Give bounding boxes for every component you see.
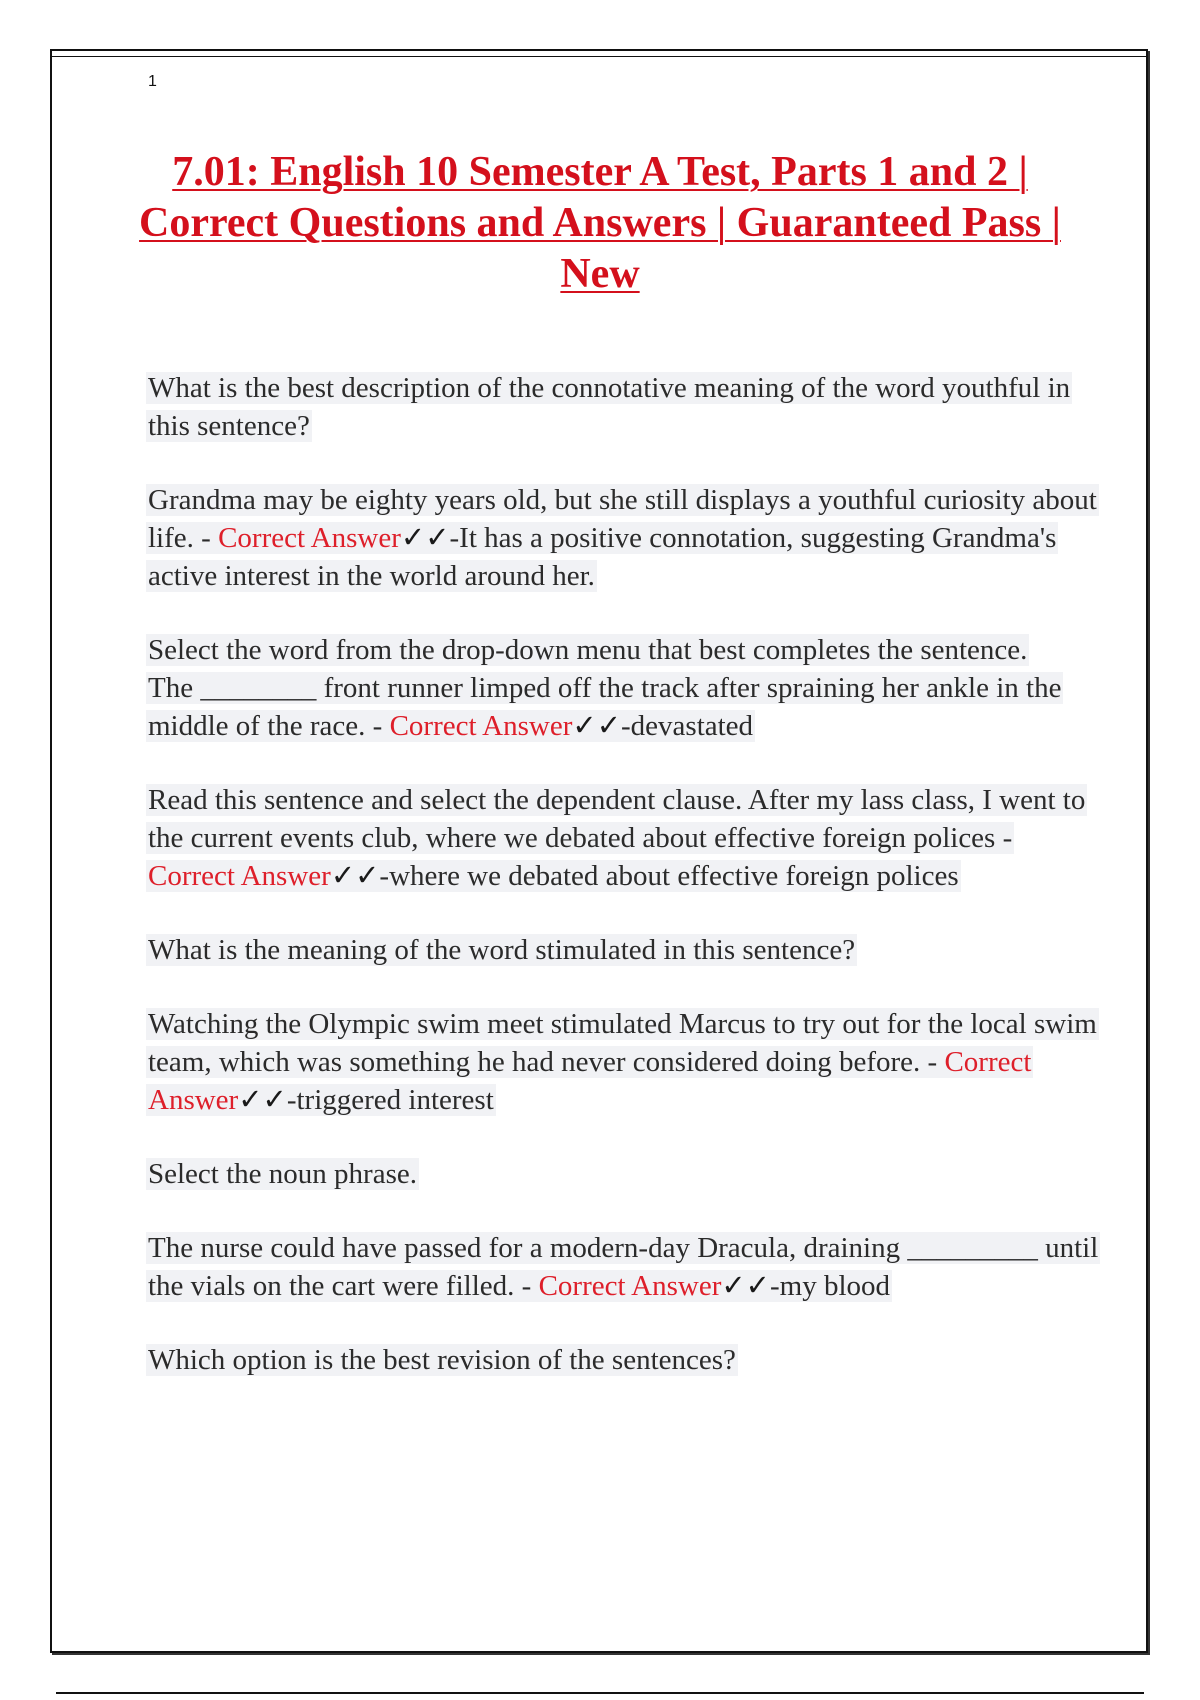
qa-item: Grandma may be eighty years old, but she still displays a youthful curiosity about life. - Correct Answer✓✓-It has a positive connotation, suggesting Grandma's active interest in the world around her. — [148, 484, 1097, 592]
checkmark-icon: ✓✓ — [572, 710, 621, 742]
document-page — [50, 49, 1148, 1653]
question-text: What is the meaning of the word stimulated in this sentence? — [148, 934, 856, 966]
qa-list — [146, 369, 1106, 1415]
answer-text: where we debated about effective foreign polices — [389, 860, 959, 892]
correct-answer-label: Correct Answer — [148, 1046, 1032, 1116]
qa-item: The nurse could have passed for a modern-day Dracula, draining _________ until the vials on the cart were filled. - Correct Answer✓✓-my blood — [148, 1232, 1099, 1302]
context-sentence: Watching the Olympic swim meet stimulated Marcus to try out for the local swim team, which was something he had never considered doing before. — [148, 1008, 1097, 1078]
checkmark-icon: ✓✓ — [330, 860, 380, 892]
answer-text: devastated — [630, 710, 754, 742]
question-text: Select the noun phrase. — [148, 1158, 417, 1190]
context-sentence: The nurse could have passed for a modern-day Dracula, draining _________ until the vials on the cart were filled. — [148, 1232, 1099, 1302]
answer-text: It has a positive connotation, suggesting Grandma's active interest in the world around her. — [148, 522, 1057, 592]
checkmark-icon: ✓✓ — [400, 522, 450, 554]
qa-item: Read this sentence and select the dependent clause. After my lass class, I went to the current events club, where we debated about effective foreign polices - Correct Answer✓✓-where we debated about effective foreign polices — [148, 784, 1086, 892]
document-title: 7.01: English 10 Semester A Test, Parts 1 and 2 | Correct Questions and Answers | Guaranteed Pass | New — [139, 149, 1061, 297]
checkmark-icon: ✓✓ — [238, 1084, 287, 1116]
next-page-edge — [56, 1692, 1144, 1694]
question-text: Select the word from the drop-down menu that best completes the sentence. — [148, 634, 1028, 666]
correct-answer-label: Correct Answer — [218, 522, 401, 554]
question-text: Which option is the best revision of the sentences? — [148, 1344, 736, 1376]
qa-item: Watching the Olympic swim meet stimulated Marcus to try out for the local swim team, which was something he had never considered doing before. - Correct Answer✓✓-triggered interest — [148, 1008, 1097, 1116]
context-sentence: Grandma may be eighty years old, but she still displays a youthful curiosity about life. — [148, 484, 1097, 554]
correct-answer-label: Correct Answer — [148, 860, 331, 892]
question-text: Read this sentence and select the dependent clause. After my lass class, I went to the current events club, where we debated about effective foreign polices — [148, 784, 1086, 854]
page-number: 1 — [148, 73, 157, 90]
answer-text: triggered interest — [296, 1084, 494, 1116]
correct-answer-label: Correct Answer — [389, 710, 573, 742]
context-sentence: The ________ front runner limped off the track after spraining her ankle in the middle of the race. — [148, 672, 1062, 742]
checkmark-icon: ✓✓ — [721, 1270, 770, 1302]
answer-text: my blood — [779, 1270, 891, 1302]
qa-item: The ________ front runner limped off the track after spraining her ankle in the middle of the race. - Correct Answer✓✓-devastated — [148, 672, 1062, 742]
question-text: What is the best description of the connotative meaning of the word youthful in this sentence? — [148, 372, 1071, 442]
correct-answer-label: Correct Answer — [538, 1270, 722, 1302]
